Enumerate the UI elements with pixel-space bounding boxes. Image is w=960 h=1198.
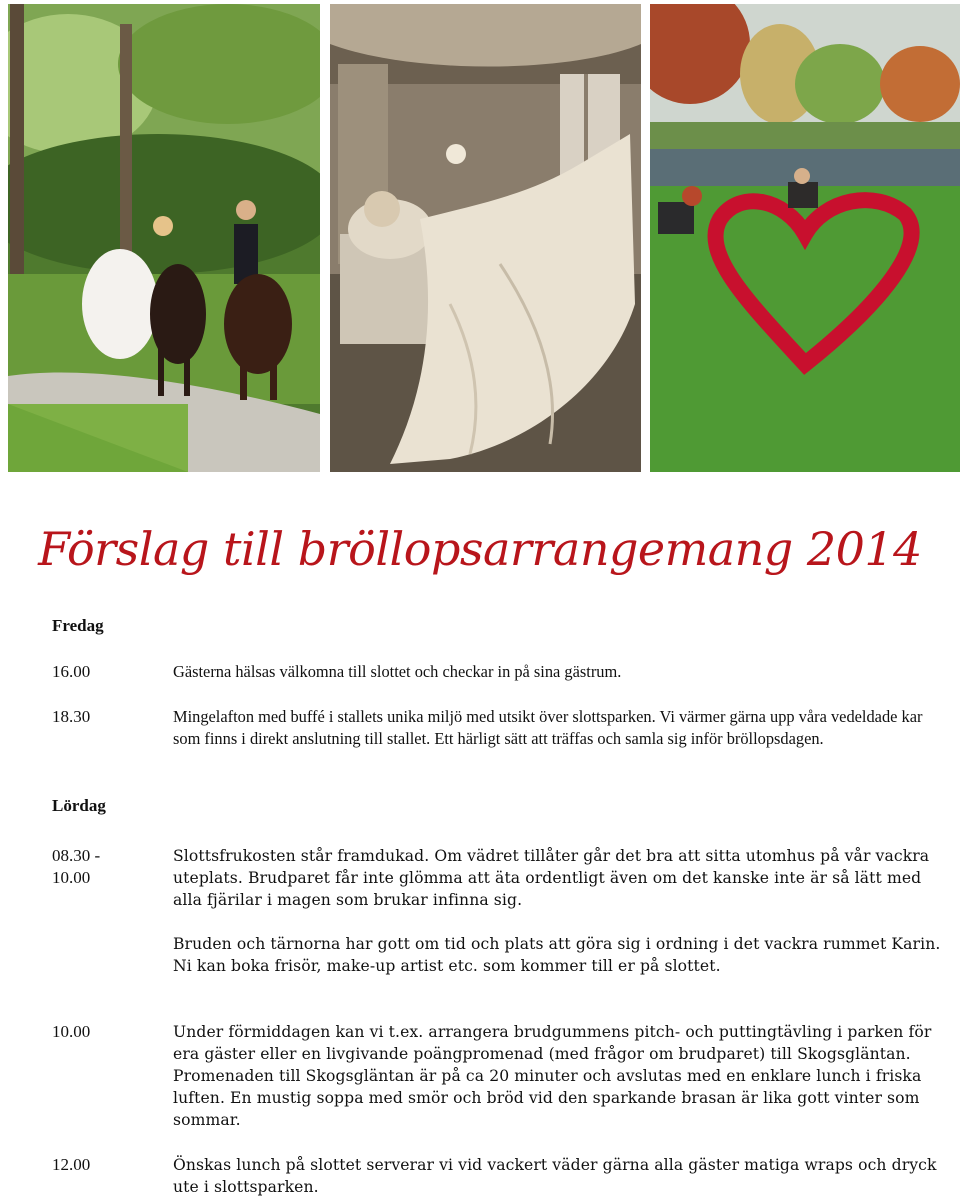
entry-time: 08.30 - 10.00 xyxy=(52,846,101,887)
entry-text: Önskas lunch på slottet serverar vi vid vackert väder gärna alla gäster matiga wraps och dryck ute i slottsparken. xyxy=(173,1156,937,1196)
entry-text: Mingelafton med buffé i stallets unika miljö med utsikt över slottsparken. Vi värmer gärna upp våra vedeldade kar som finns i direkt anslutning till stallet. Ett härligt sätt att träffas och samla sig inför bröllopsdagen. xyxy=(173,707,923,748)
entry-time: 18.30 xyxy=(52,707,91,726)
entry-text: Gästerna hälsas välkomna till slottet och checkar in på sina gästrum. xyxy=(173,662,622,681)
entry-time: 10.00 xyxy=(52,1022,91,1041)
entry-text: Under förmiddagen kan vi t.ex. arrangera brudgummens pitch- och puttingtävling i parken för era gäster eller en livgivande poängpromenad (med frågor om brudparet) till Skogsgläntan. Promenaden till Skogsgläntan är på ca 20 minuter och avslutas med en enklare lunch i friska luften. En mustig soppa med smör och bröd vid den sparkande brasan är lika gott vinter som sommar. xyxy=(173,1023,932,1129)
day-heading-lordag: Lördag xyxy=(52,796,106,815)
entry-time: 12.00 xyxy=(52,1155,91,1174)
photo-bride-groom-horses xyxy=(8,4,320,472)
photo-strip xyxy=(8,4,960,472)
page-title: Förslag till bröllopsarrangemang 2014 xyxy=(38,522,922,576)
day-heading-fredag: Fredag xyxy=(52,616,104,635)
photo-rose-heart-lawn xyxy=(650,4,960,472)
entry-text: Slottsfrukosten står framdukad. Om vädret tillåter går det bra att sitta utomhus på vår vackra uteplats. Brudparet får inte glömma att äta ordentligt även om det kanske inte är så lätt med alla fjärilar i magen som brukar infinna sig. xyxy=(173,847,930,909)
entry-time: 16.00 xyxy=(52,662,91,681)
photo-bride-canopy-bed xyxy=(330,4,641,472)
entry-text: Bruden och tärnorna har gott om tid och plats att göra sig i ordning i det vackra rummet Karin. Ni kan boka frisör, make-up artist etc. som kommer till er på slottet. xyxy=(173,935,941,975)
